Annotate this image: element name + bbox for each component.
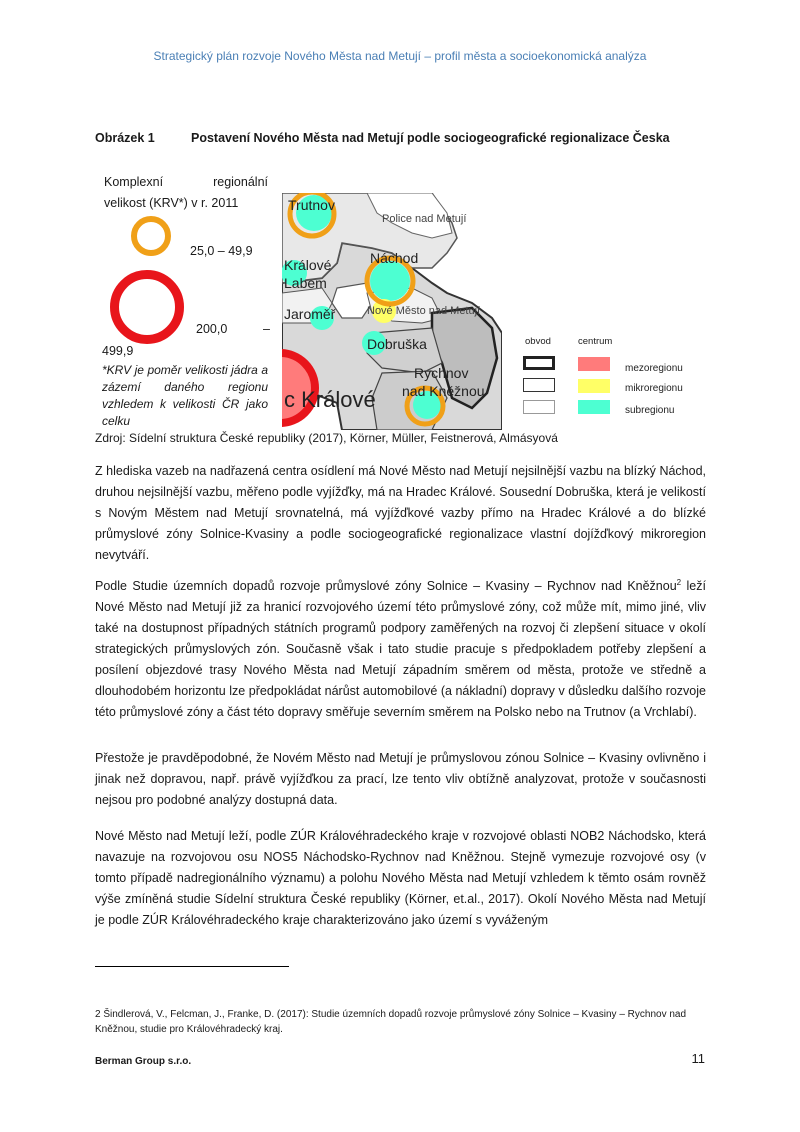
- footer-company: Berman Group s.r.o.: [95, 1056, 192, 1067]
- legend-obvod-mikro-box: [523, 378, 555, 392]
- footnote-ref: 2: [676, 577, 682, 587]
- region-map: [282, 193, 502, 430]
- legend-centrum-mikro-box: [578, 379, 610, 393]
- legend-small-circle-icon: [131, 216, 171, 256]
- figure-source: Zdroj: Sídelní struktura České republiky (2017), Körner, Müller, Feistnerová, Almásyová: [95, 431, 558, 445]
- paragraph-4: Nové Město nad Metují leží, podle ZÚR Královéhradeckého kraje v rozvojové oblasti NOB2 Náchodsko, která navazuje na rozvojovou osu NOS5 Náchodsko-Rychnov nad Kněžnou. Stejně vymezuje rozvojové osy (v tomto případě nadregionálního významu) a polohu Nového Města nad Metují vzhledem k těmto osám rovněž výše zmíněná studie Sídelní struktura České republiky (Körner, et.al., 2017). Okolí Nového Města nad Metují je podle ZÚR Královéhradeckého kraje charakterizováno jako území s vyváženým: [95, 829, 706, 927]
- figure-caption: [95, 131, 715, 145]
- paragraph-2: [95, 576, 706, 723]
- legend-range-1: 25,0 – 49,9: [190, 244, 253, 258]
- legend-obvod-sub-box: [523, 400, 555, 414]
- legend-title-line1: Komplexní regionální: [104, 175, 268, 189]
- page-number: 11: [691, 1051, 705, 1066]
- legend-centrum-mezo-box: [578, 357, 610, 371]
- map-label-rychnov-2: nad Kněžnou: [402, 383, 485, 399]
- paragraph-2-start: Podle Studie územních dopadů rozvoje průmyslové zóny Solnice – Kvasiny – Rychnov nad Kněžnou: [95, 579, 677, 593]
- legend-centrum-sub-box: [578, 400, 610, 414]
- map-label-jaromer: Jaroměř: [284, 306, 336, 322]
- page-header: Strategický plán rozvoje Nového Města nad Metují – profil města a socioekonomická analýza: [153, 49, 647, 63]
- figure-title: Postavení Nového Města nad Metují podle sociogeografické regionalizace Česka: [191, 131, 670, 145]
- map-label-hradec: c Králové: [284, 387, 376, 412]
- figure-number: Obrázek 1: [95, 131, 155, 145]
- map-label-police: Police nad Metují: [382, 213, 467, 225]
- legend-range-2-line1: 200,0 –: [196, 322, 270, 336]
- legend-label-sub: subregionu: [625, 405, 675, 416]
- paragraph-1: Z hlediska vazeb na nadřazená centra osídlení má Nové Město nad Metují nejsilnější vazbu na blízký Náchod, druhou nejsilnější vazbu, měřeno podle vyjížďky, má na Hradec Králové. Sousední Dobruška, která je velikostí s Novým Městem nad Metují srovnatelná, má vyjížďkové vazby přímo na Hradec Králové a do blízké průmyslové zóny Solnice-Kvasiny a podle sociogeografické regionalizace vlastní dojížďkový mikroregion nevytváří.: [95, 464, 706, 562]
- map-legend-header-centrum: centrum: [578, 336, 613, 347]
- legend-label-mikro: mikroregionu: [625, 383, 683, 394]
- legend-label-mezo: mezoregionu: [625, 363, 683, 374]
- map-label-rychnov-1: Rychnov: [414, 365, 469, 381]
- map-label-nove-mesto: Nové Město nad Metují: [367, 305, 481, 317]
- legend-large-circle-icon: [110, 270, 184, 344]
- map-label-trutnov: Trutnov: [288, 197, 335, 213]
- map-legend-header-obvod: obvod: [525, 336, 551, 347]
- map-label-nachod: Náchod: [370, 250, 419, 266]
- legend-obvod-mezo-box: [523, 356, 555, 370]
- legend-range-2-line2: 499,9: [102, 344, 134, 358]
- map-label-dobruska: Dobruška: [367, 336, 427, 352]
- map-label-kralove-1: Králové: [284, 257, 332, 273]
- legend-note: *KRV je poměr velikosti jádra a zázemí daného regionu vzhledem k velikosti ČR jako celku: [102, 363, 268, 428]
- paragraph-3: Přestože je pravděpodobné, že Novém Město nad Metují je průmyslovou zónou Solnice – Kvasiny ovlivněno i jinak než dopravou, např. právě vyjížďkou za prací, lze tento vliv obtížně analyzovat, protože v současnosti nejsou pro podobné analýzy dostupná data.: [95, 751, 706, 807]
- legend-title-line2: velikost (KRV*) v r. 2011: [104, 196, 239, 210]
- footnote-divider: [95, 966, 289, 967]
- paragraph-2-rest: leží Nové Město nad Metují již za hranicí rozvojového území této průmyslové zóny, což může mít, mimo jiné, vliv také na dostupnost případných státních programů podpory zaměřených na rozvoj či zlepšení situace v okolí strategických průmyslových zón. Současně však i tato studie pracuje s předpokladem potřeby zlepšení a posílení objezdové trasy Nového Města nad Metují západním směrem od města, protože ve středně a dlouhodobém horizontu lze předpokládat nárůst automobilové (a nákladní) dopravy v důsledku dalšího rozvoje této průmyslové zóny a část této dopravy směřuje severním směrem na Polsko nebo na Trutnov (a Vrchlabí).: [95, 579, 706, 719]
- map-label-kralove-2: Labem: [284, 275, 327, 291]
- footnote: 2 Šindlerová, V., Felcman, J., Franke, D. (2017): Studie územních dopadů rozvoje průmyslové zóny Solnice – Kvasiny – Rychnov nad Kněžnou, studie pro Královéhradecký kraj.: [95, 1009, 687, 1035]
